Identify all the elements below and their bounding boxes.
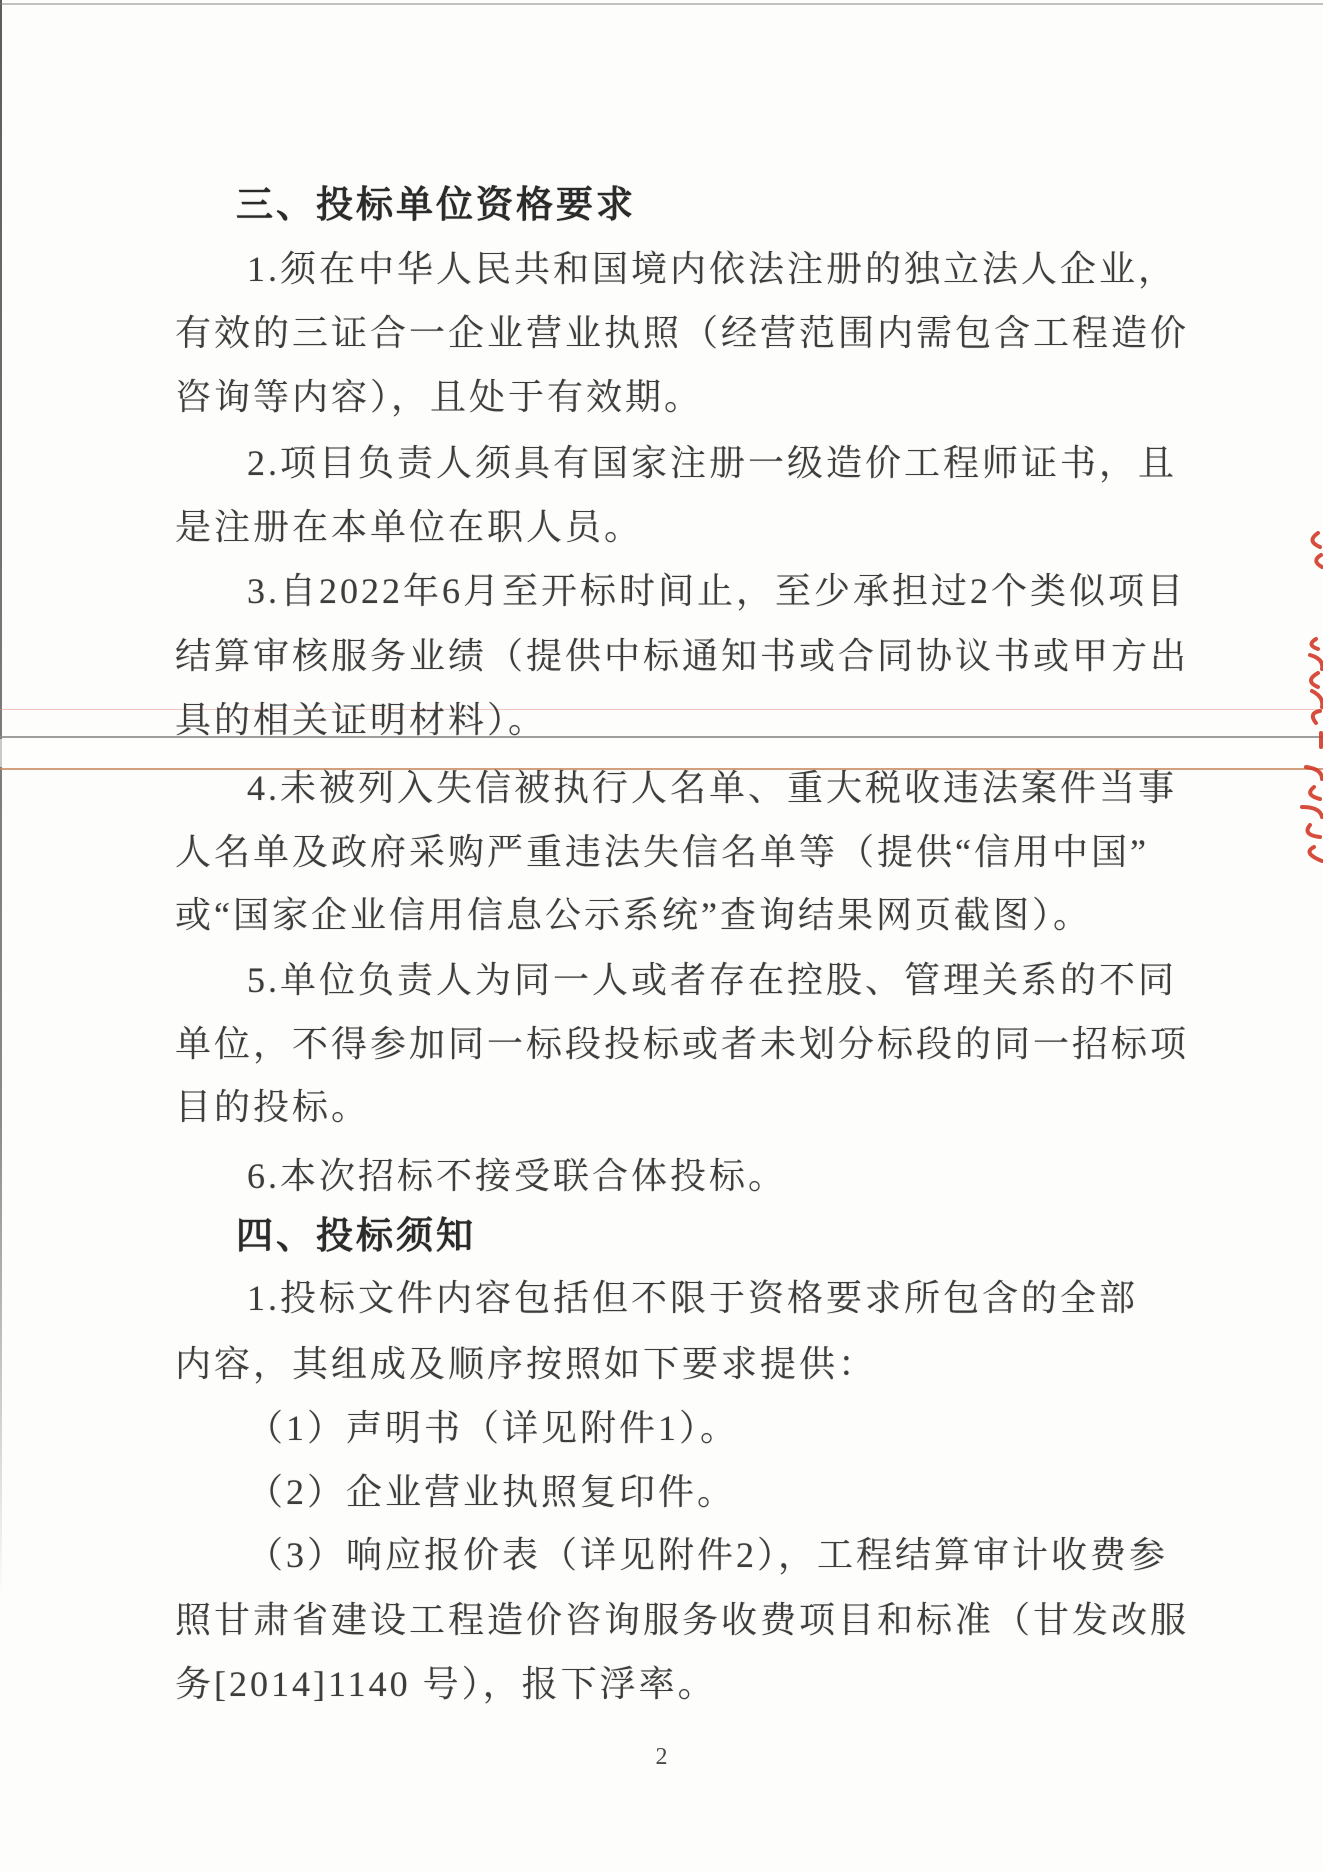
- document-line: 具的相关证明材料）。: [175, 700, 548, 740]
- document-line: 单位，不得参加同一标段投标或者未划分标段的同一招标项: [175, 1024, 1190, 1064]
- scan-edge-top-line: [0, 3, 1323, 5]
- red-stamp-fragment: [1294, 527, 1323, 872]
- red-stamp-strokes-icon: [1294, 527, 1323, 872]
- document-line: （2）企业营业执照复印件。: [247, 1472, 737, 1512]
- section-heading: 三、投标单位资格要求: [236, 184, 636, 225]
- document-line: 目的投标。: [175, 1087, 371, 1127]
- document-line: 咨询等内容），且处于有效期。: [175, 377, 704, 417]
- document-line: 有效的三证合一企业营业执照（经营范围内需包含工程造价: [175, 313, 1190, 353]
- document-line: 4.未被列入失信被执行人名单、重大税收违法案件当事: [247, 768, 1178, 808]
- document-line: （1）声明书（详见附件1）。: [247, 1408, 740, 1448]
- document-line: 或“国家企业信用信息公示系统”查询结果网页截图）。: [175, 895, 1092, 935]
- document-line: 2.项目负责人须具有国家注册一级造价工程师证书，且: [247, 443, 1178, 483]
- document-line: 结算审核服务业绩（提供中标通知书或合同协议书或甲方出: [175, 636, 1190, 676]
- document-line: 1.投标文件内容包括但不限于资格要求所包含的全部: [247, 1278, 1139, 1318]
- document-line: 是注册在本单位在职人员。: [175, 507, 644, 547]
- scan-seam-band: [0, 739, 1323, 767]
- document-line: 照甘肃省建设工程造价咨询服务收费项目和标准（甘发改服: [175, 1600, 1190, 1640]
- document-line: 内容，其组成及顺序按照如下要求提供：: [175, 1344, 878, 1384]
- page-number: 2: [655, 1744, 668, 1770]
- document-line: 务[2014]1140 号），报下浮率。: [175, 1664, 717, 1704]
- document-line: （3）响应报价表（详见附件2），工程结算审计收费参: [247, 1535, 1169, 1575]
- document-line: 人名单及政府采购严重违法失信名单等（提供“信用中国”: [175, 832, 1149, 872]
- document-line: 1.须在中华人民共和国境内依法注册的独立法人企业，: [247, 249, 1178, 289]
- document-line: 6.本次招标不接受联合体投标。: [247, 1156, 788, 1196]
- scan-edge-left-line: [0, 0, 2, 1600]
- section-heading: 四、投标须知: [236, 1215, 476, 1256]
- document-line: 5.单位负责人为同一人或者存在控股、管理关系的不同: [247, 960, 1178, 1000]
- document-line: 3.自2022年6月至开标时间止，至少承担过2个类似项目: [247, 571, 1187, 611]
